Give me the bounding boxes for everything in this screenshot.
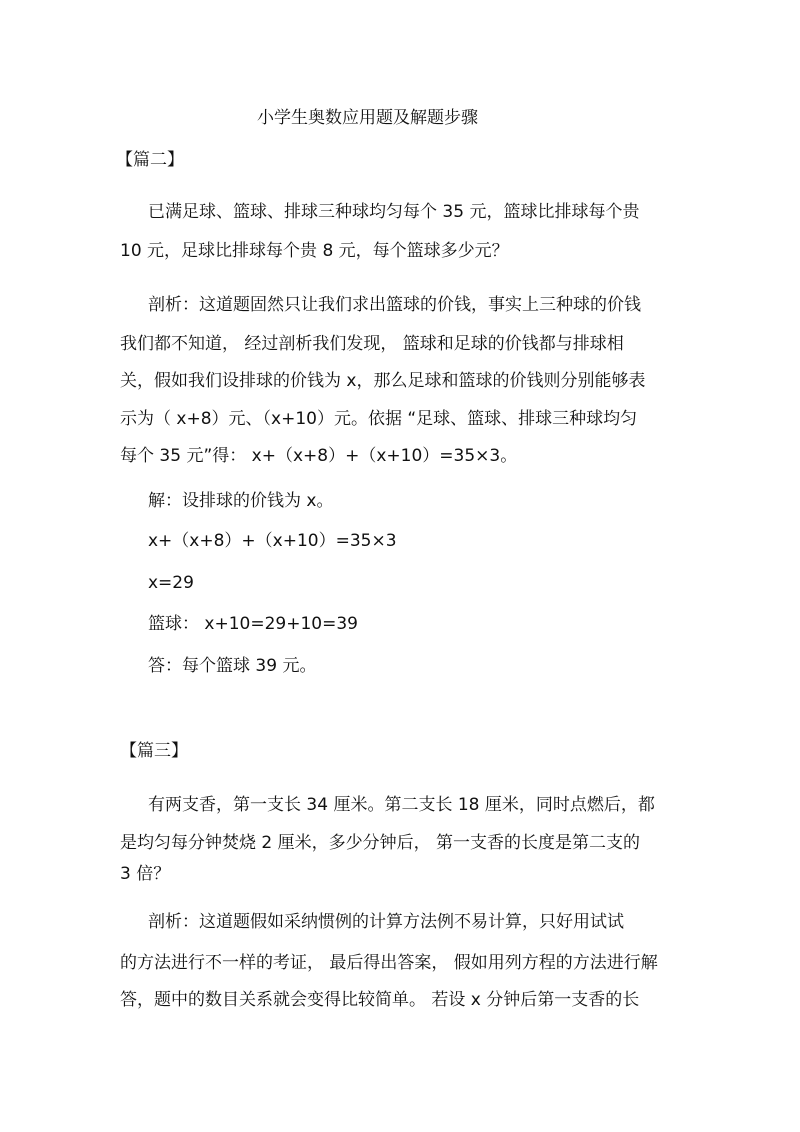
analysis-line: 的方法进行不一样的考证， 最后得出答案， 假如用列方程的方法进行解: [120, 953, 658, 973]
question-line: 3 倍？: [120, 864, 171, 884]
analysis-line: 示为（ x+8）元、（x+10）元。依据 “足球、篮球、排球三种球均匀: [120, 409, 638, 429]
analysis-line: 答，题中的数目关系就会变得比较简单。 若设 x 分钟后第一支香的长: [120, 990, 640, 1010]
analysis-line: 每个 35 元”得： x+（x+8）+（x+10）=35×3。: [120, 446, 518, 466]
analysis-line: 剖析：这道题固然只让我们求出篮球的价钱，事实上三种球的价钱: [148, 295, 641, 315]
question-line: 有两支香，第一支长 34 厘米。第二支长 18 厘米，同时点燃后，都: [148, 795, 655, 815]
document-title: 小学生奥数应用题及解题步骤: [257, 108, 478, 128]
section-heading-2: 【篇二】: [116, 150, 184, 170]
question-line: 是均匀每分钟焚烧 2 厘米，多少分钟后， 第一支香的长度是第二支的: [120, 833, 641, 853]
solution-line: 篮球： x+10=29+10=39: [148, 614, 358, 634]
analysis-line: 剖析：这道题假如采纳惯例的计算方法例不易计算，只好用试试: [148, 912, 624, 932]
analysis-line: 关，假如我们设排球的价钱为 x，那么足球和篮球的价钱则分别能够表: [120, 371, 646, 391]
analysis-line: 我们都不知道， 经过剖析我们发现， 篮球和足球的价钱都与排球相: [120, 334, 624, 354]
solution-line: x+（x+8）+（x+10）=35×3: [148, 531, 397, 551]
question-line: 已满足球、篮球、排球三种球均匀每个 35 元，篮球比排球每个贵: [148, 202, 640, 222]
question-line: 10 元，足球比排球每个贵 8 元，每个篮球多少元？: [120, 241, 509, 261]
answer-line: 答：每个篮球 39 元。: [148, 656, 317, 676]
solution-line: x=29: [148, 573, 194, 593]
section-heading-3: 【篇三】: [120, 741, 188, 761]
solution-line: 解：设排球的价钱为 x。: [148, 491, 334, 511]
